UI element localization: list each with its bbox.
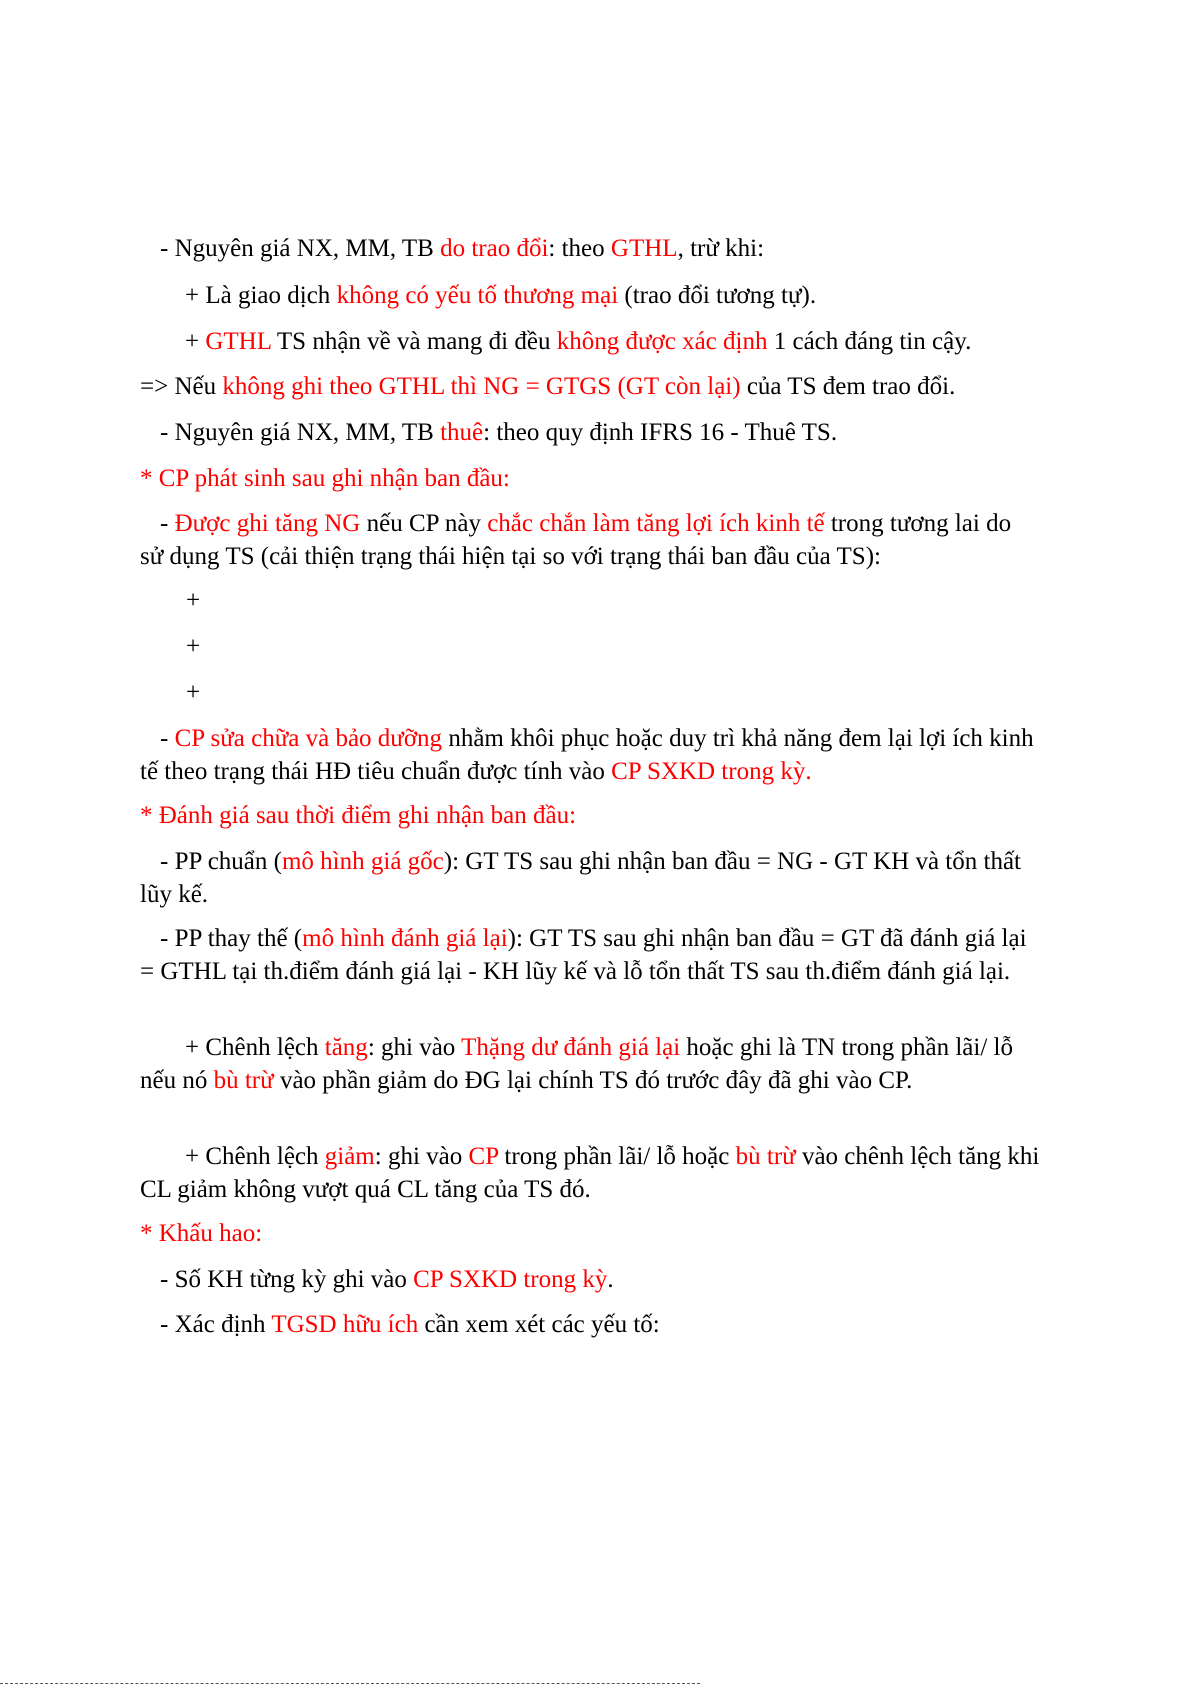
revaluation-decrease-paragraph: + Chênh lệch giảm: ghi vào CP trong phần lãi/ lỗ hoặc bù trừ vào chênh lệch tăng khi CL giảm không vượt quá CL tăng của TS đó. xyxy=(140,1143,1040,1203)
depreciation-expense-line: - Số KH từng kỳ ghi vào CP SXKD trong kỳ. xyxy=(160,1266,614,1293)
repair-maintenance-paragraph: - CP sửa chữa và bảo dưỡng nhằm khôi phục hoặc duy trì khả năng đem lại lợi ích kinh tế theo trạng thái HĐ tiêu chuẩn được tính vào CP SXKD trong kỳ. xyxy=(140,725,1034,785)
highlight-text: do trao đổi xyxy=(440,235,549,262)
highlight-text: không được xác định xyxy=(556,328,768,355)
highlight-text: giảm xyxy=(324,1143,375,1170)
highlight-text: bù trừ xyxy=(735,1143,796,1170)
highlight-text: GTHL xyxy=(610,235,678,262)
highlight-text: TGSD hữu ích xyxy=(271,1311,419,1338)
capitalize-paragraph: - Được ghi tăng NG nếu CP này chắc chắn làm tăng lợi ích kinh tế trong tương lai do sử dụng TS (cải thiện trạng thái hiện tại so với trạng thái ban đầu của TS): xyxy=(140,510,1012,570)
highlight-text: CP SXKD trong kỳ. xyxy=(611,758,812,785)
exception-item-1: + Là giao dịch không có yếu tố thương mại (trao đổi tương tự). xyxy=(185,282,817,309)
highlight-text: Thặng dư đánh giá lại xyxy=(461,1034,681,1061)
useful-life-line: - Xác định TGSD hữu ích cần xem xét các yếu tố: xyxy=(160,1311,660,1338)
lease-cost-line: - Nguyên giá NX, MM, TB thuê: theo quy định IFRS 16 - Thuê TS. xyxy=(160,419,838,446)
empty-bullet-2: + xyxy=(186,633,201,660)
cost-model-paragraph: - PP chuẩn (mô hình giá gốc): GT TS sau ghi nhận ban đầu = NG - GT KH và tổn thất lũy kế. xyxy=(140,848,1021,908)
page-bottom-divider xyxy=(0,1683,700,1684)
highlight-text: CP sửa chữa và bảo dưỡng xyxy=(174,725,443,752)
empty-bullet-1: + xyxy=(186,587,201,614)
section-heading-subsequent-measurement: * Đánh giá sau thời điểm ghi nhận ban đầu: xyxy=(140,802,577,829)
highlight-text: CP SXKD trong kỳ xyxy=(413,1266,608,1293)
highlight-text: CP xyxy=(468,1143,499,1170)
highlight-text: không ghi theo GTHL thì NG = GTGS (GT còn lại) xyxy=(222,373,741,400)
highlight-text: thuê xyxy=(440,419,484,446)
exception-item-2: + GTHL TS nhận về và mang đi đều không được xác định 1 cách đáng tin cậy. xyxy=(185,328,972,355)
section-heading-subsequent-costs: * CP phát sinh sau ghi nhận ban đầu: xyxy=(140,465,510,492)
empty-bullet-3: + xyxy=(186,679,201,706)
highlight-text: không có yếu tố thương mại xyxy=(336,282,619,309)
highlight-text: chắc chắn làm tăng lợi ích kinh tế xyxy=(487,510,825,537)
highlight-text: GTHL xyxy=(205,328,272,355)
section-heading-depreciation: * Khấu hao: xyxy=(140,1220,263,1247)
conclusion-line: => Nếu không ghi theo GTHL thì NG = GTGS (GT còn lại) của TS đem trao đổi. xyxy=(140,373,956,400)
highlight-text: Được ghi tăng NG xyxy=(174,510,361,537)
highlight-text: bù trừ xyxy=(213,1067,274,1094)
highlight-text: mô hình đánh giá lại xyxy=(302,925,508,952)
highlight-text: tăng xyxy=(324,1034,368,1061)
revaluation-model-paragraph: - PP thay thế (mô hình đánh giá lại): GT TS sau ghi nhận ban đầu = GT đã đánh giá lại = GTHL tại th.điểm đánh giá lại - KH lũy kế và lỗ tổn thất TS sau th.điểm đánh giá lại. xyxy=(140,925,1027,985)
exchange-cost-line: - Nguyên giá NX, MM, TB do trao đổi: theo GTHL, trừ khi: xyxy=(160,235,765,262)
revaluation-increase-paragraph: + Chênh lệch tăng: ghi vào Thặng dư đánh giá lại hoặc ghi là TN trong phần lãi/ lỗ nếu nó bù trừ vào phần giảm do ĐG lại chính TS đó trước đây đã ghi vào CP. xyxy=(140,1034,1013,1094)
highlight-text: mô hình giá gốc xyxy=(281,848,444,875)
